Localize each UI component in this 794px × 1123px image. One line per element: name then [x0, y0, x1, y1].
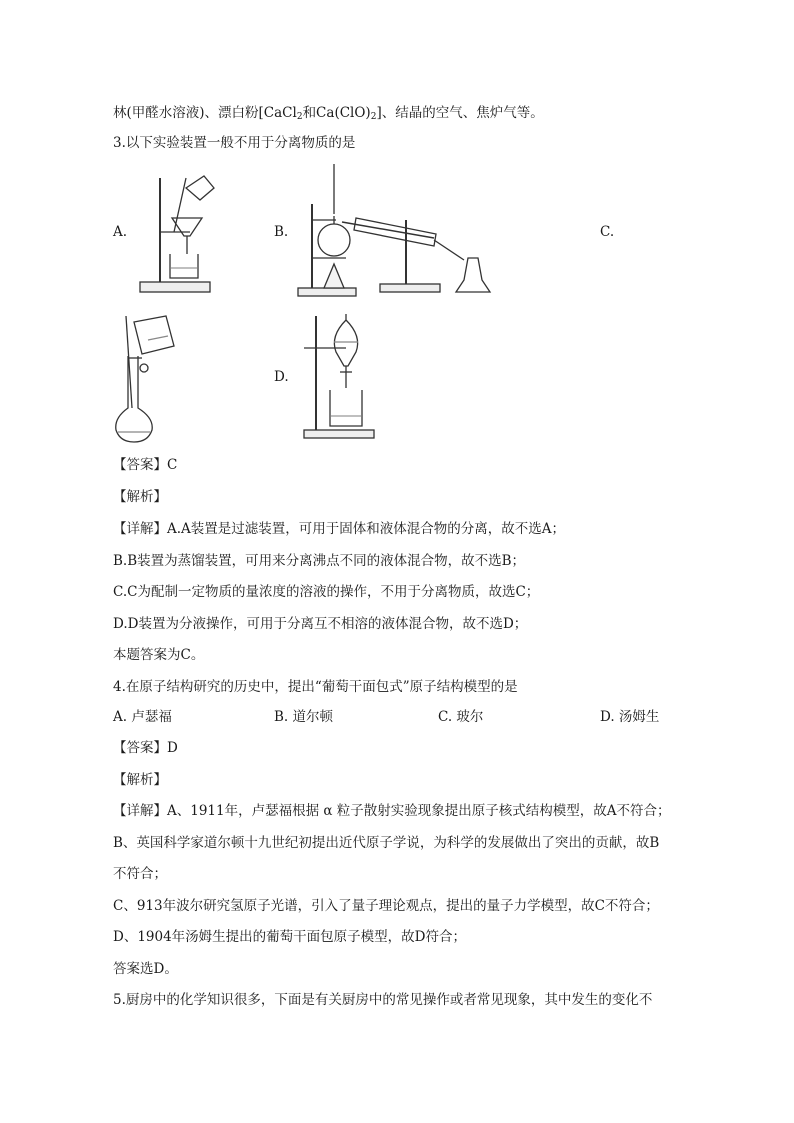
option-d-label: D. [274, 369, 289, 385]
q4-detail-line: B、英国科学家道尔顿十九世纪初提出近代原子学说，为科学的发展做出了突出的贡献，故B [113, 835, 660, 851]
q4-analysis-heading: 【解析】 [113, 772, 167, 788]
q3-analysis-heading: 【解析】 [113, 489, 167, 505]
q3-detail-line: B.B装置为蒸馏装置，可用来分离沸点不同的液体混合物，故不选B； [113, 553, 526, 569]
subscript: 2 [370, 112, 377, 122]
q4-detail-line: D、1904年汤姆生提出的葡萄干面包原子模型，故D符合； [113, 929, 467, 945]
q4-detail-line: 【详解】A、1911年，卢瑟福根据 α 粒子散射实验现象提出原子核式结构模型，故A不符合； [113, 803, 671, 819]
intro-text: 林(甲醛水溶液)、漂白粉[CaCl [113, 105, 297, 121]
subscript: 2 [296, 112, 303, 122]
q3-detail-line: 【详解】A.A装置是过滤装置，可用于固体和液体混合物的分离，故不选A； [113, 521, 566, 537]
volumetric-flask-figure [112, 312, 192, 446]
q4-choice-b: B. 道尔顿 [274, 709, 334, 725]
option-a-label: A. [113, 224, 128, 240]
intro-text: 和Ca(ClO) [302, 105, 371, 121]
separatory-funnel-figure [300, 312, 380, 442]
q4-conclusion: 答案选D。 [113, 961, 178, 977]
q3-detail-line: D.D装置为分液操作，可用于分离互不相溶的液体混合物，故不选D； [113, 616, 528, 632]
q3-stem: 3.以下实验装置一般不用于分离物质的是 [113, 135, 356, 151]
q4-stem: 4.在原子结构研究的历史中，提出“葡萄干面包式”原子结构模型的是 [113, 679, 518, 695]
option-c-label: C. [600, 224, 615, 240]
q4-choice-a: A. 卢瑟福 [113, 709, 172, 725]
intro-text: ]、结晶的空气、焦炉气等。 [376, 105, 544, 121]
q5-stem: 5.厨房中的化学知识很多，下面是有关厨房中的常见操作或者常见现象，其中发生的变化不 [113, 992, 653, 1008]
q4-detail-line: 不符合； [113, 866, 167, 882]
intro-line [113, 103, 544, 127]
option-b-label: B. [274, 224, 289, 240]
q4-choice-d: D. 汤姆生 [600, 709, 660, 725]
q3-answer: 【答案】C [113, 457, 178, 473]
q3-conclusion: 本题答案为C。 [113, 647, 205, 663]
filtration-apparatus-figure [138, 170, 218, 296]
q3-detail-line: C.C为配制一定物质的量浓度的溶液的操作，不用于分离物质，故选C； [113, 584, 540, 600]
q4-answer: 【答案】D [113, 740, 178, 756]
q4-detail-line: C、913年波尔研究氢原子光谱，引入了量子理论观点，提出的量子力学模型，故C不符合； [113, 898, 659, 914]
q4-choice-c: C. 玻尔 [438, 709, 484, 725]
distillation-apparatus-figure [296, 160, 506, 300]
